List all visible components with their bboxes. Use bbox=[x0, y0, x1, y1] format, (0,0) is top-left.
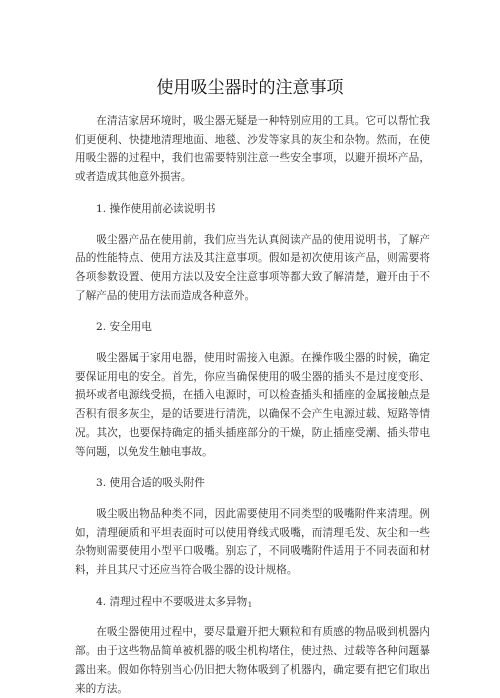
section-2-heading: 2. 安全用电 bbox=[96, 321, 152, 334]
section-1-heading: 1. 操作使用前必读说明书 bbox=[96, 202, 216, 215]
section-2-paragraph: 吸尘器属于家用电器，使用时需接入电源。在操作吸尘器的时候，确定要保证用电的安全。首先，你应当确保使用的吸尘器的插头不是过度变形、损坏或者电源线受损，在插入电源时，可以检查插头和插座的金属接触点是否积有很多灰尘，是的话要进行清洗，以确保不会产生电源过载、短路等情况。其次，也要保持确定的插头插座部分的干燥，防止插座受潮、插头带电等问题，以免发生触电事故。 bbox=[75, 352, 430, 458]
document-body bbox=[75, 112, 430, 698]
intro-paragraph: 在清洁家居环境时，吸尘器无疑是一种特别应用的工具。它可以帮忙我们更便利、快捷地清理地面、地毯、沙发等家具的灰尘和杂物。然而，在使用吸尘器的过程中，我们也需要特别注意一些安全事项，以避开损坏产品，或者造成其他意外损害。 bbox=[75, 115, 430, 184]
section-3-heading: 3. 使用合适的吸头附件 bbox=[96, 477, 205, 490]
document-title: 使用吸尘器时的注意事项 bbox=[156, 78, 344, 98]
section-4-heading: 4. 清理过程中不要吸进太多异物 bbox=[96, 595, 248, 608]
section-1-paragraph: 吸尘器产品在使用前，我们应当先认真阅读产品的使用说明书，了解产品的性能特点、使用方法及其注意事项。假如是初次使用该产品，则需要将各项参数设置、使用方法以及安全注意事项等都大致了解清楚，避开由于不了解产品的使用方法而造成各种意外。 bbox=[75, 233, 430, 302]
section-3-paragraph: 吸尘吸出物品种类不同，因此需要使用不同类型的吸嘴附件来清理。例如，清理硬质和平坦表面时可以使用脊线式吸嘴，而清理毛发、灰尘和一些杂物则需要使用小型平口吸嘴。别忘了，不同吸嘴附件适用于不同表面和材料，并且其尺寸还应当符合吸尘器的设计规格。 bbox=[75, 507, 430, 577]
page-number: 1 bbox=[247, 601, 253, 609]
section-4-paragraph: 在吸尘器使用过程中，要尽量避开把大颗粒和有质感的物品吸到机器内部。由于这些物品简单被机器的吸尘机构堵住，使过热、过载等各种问题暴露出来。假如你特别当心仍旧把大物体吸到了机器内，确定要有把它们取出来的方法。 bbox=[75, 626, 430, 695]
